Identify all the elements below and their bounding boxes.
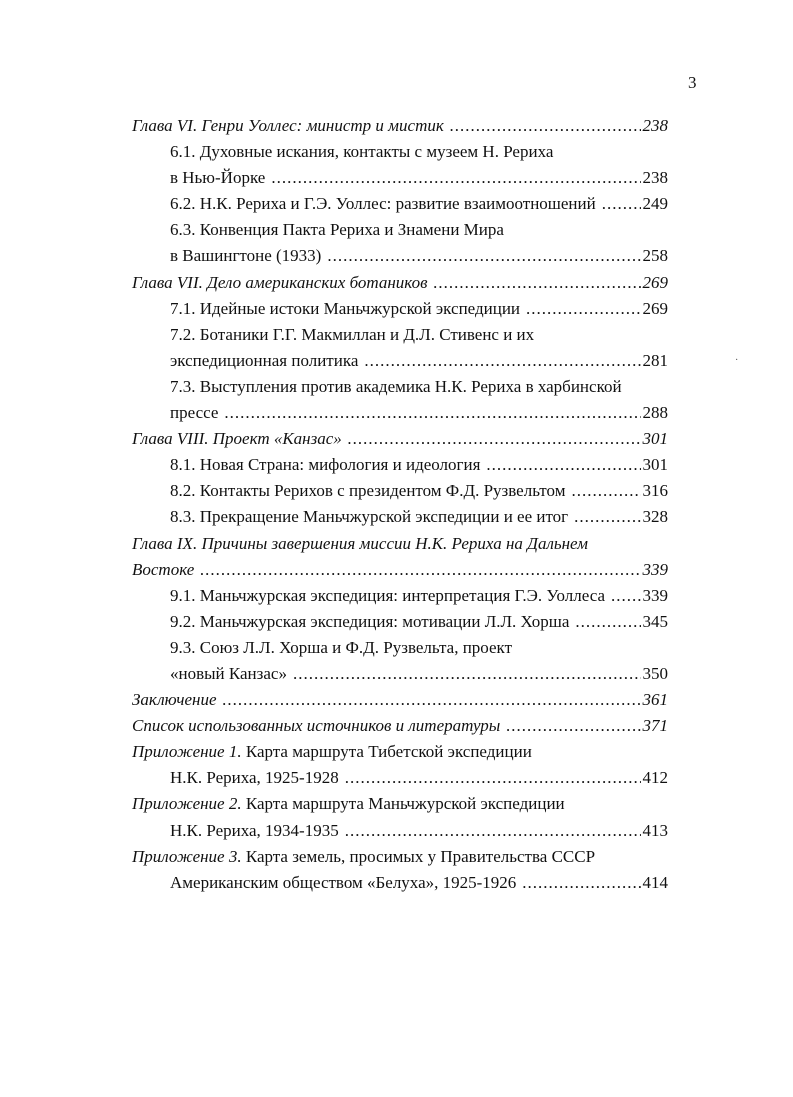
toc-title: 6.3. Конвенция Пакта Рериха и Знамени Мира <box>170 220 504 240</box>
toc-entry-6-2[interactable] <box>132 191 668 217</box>
toc-entry-6-1[interactable] <box>132 139 668 165</box>
dot-leader <box>574 504 640 530</box>
appendix-label: Приложение 2. <box>132 794 242 814</box>
toc-entry-appendix-2-cont[interactable] <box>132 818 668 844</box>
dot-leader <box>575 609 640 635</box>
toc-title: 7.3. Выступления против академика Н.К. Рериха в харбинской <box>170 376 622 396</box>
toc-title-cont: в Нью-Йорке <box>170 168 266 188</box>
toc-page: 412 <box>642 768 668 788</box>
dot-leader <box>364 348 640 374</box>
toc-entry-chapter-9[interactable] <box>132 531 668 557</box>
toc-title: Карта маршрута Тибетской экспедиции <box>241 742 532 762</box>
toc-title: Карта маршрута Маньчжурской экспедиции <box>241 794 565 814</box>
toc-page: 269 <box>642 298 668 318</box>
toc-title-cont: Н.К. Рериха, 1934-1935 <box>170 820 339 840</box>
toc-title: 6.2. Н.К. Рериха и Г.Э. Уоллес: развитие взаимоотношений <box>170 194 596 214</box>
toc-title-cont: «новый Канзас» <box>170 663 287 683</box>
toc-page: 238 <box>642 168 668 188</box>
dot-leader <box>327 243 640 269</box>
toc-page: 361 <box>642 690 668 710</box>
toc-page: 316 <box>642 481 668 501</box>
toc-title: Карта земель, просимых у Правительства СССР <box>241 846 596 866</box>
toc-title: 8.1. Новая Страна: мифология и идеология <box>170 455 481 475</box>
toc-entry-9-3-cont[interactable] <box>132 661 668 687</box>
toc-page: 413 <box>642 820 668 840</box>
toc-title-cont: Американским обществом «Белуха», 1925-1926 <box>170 872 517 892</box>
toc-title: 8.3. Прекращение Маньчжурской экспедиции и ее итог <box>170 507 569 527</box>
toc-page: 288 <box>642 403 668 423</box>
toc-entry-6-1-cont[interactable] <box>132 165 668 191</box>
toc-entry-chapter-6[interactable] <box>132 113 668 139</box>
toc-entry-9-2[interactable] <box>132 609 668 635</box>
dot-leader <box>611 583 640 609</box>
toc-title: 6.1. Духовные искания, контакты с музеем Н. Рериха <box>170 142 554 162</box>
dot-leader <box>434 270 641 296</box>
toc-title-cont: Н.К. Рериха, 1925-1928 <box>170 768 339 788</box>
toc-page: 350 <box>642 663 668 683</box>
toc-entry-8-1[interactable] <box>132 452 668 478</box>
toc-page: 339 <box>642 559 668 579</box>
toc-entry-chapter-9-cont[interactable] <box>132 557 668 583</box>
page-number: 3 <box>688 73 697 92</box>
toc-title: 9.3. Союз Л.Л. Хорша и Ф.Д. Рузвельта, проект <box>170 637 513 657</box>
toc-title: Глава VIII. Проект «Канзас» <box>132 429 342 449</box>
toc-page: 301 <box>642 455 668 475</box>
toc-entry-7-2[interactable] <box>132 322 668 348</box>
table-of-contents <box>132 113 668 896</box>
toc-page: 328 <box>642 507 668 527</box>
dot-leader <box>486 452 640 478</box>
dot-leader <box>293 661 641 687</box>
toc-page: 371 <box>642 716 668 736</box>
toc-page: 269 <box>642 272 668 292</box>
toc-title: 7.2. Ботаники Г.Г. Макмиллан и Д.Л. Стивенс и их <box>170 324 535 344</box>
toc-page: 414 <box>642 872 668 892</box>
toc-entry-6-3-cont[interactable] <box>132 243 668 269</box>
appendix-label: Приложение 3. <box>132 846 242 866</box>
toc-entry-7-3-cont[interactable] <box>132 400 668 426</box>
toc-title: 9.1. Маньчжурская экспедиция: интерпретация Г.Э. Уоллеса <box>170 585 606 605</box>
toc-title: 9.2. Маньчжурская экспедиция: мотивации Л.Л. Хорша <box>170 611 570 631</box>
toc-entry-8-2[interactable] <box>132 478 668 504</box>
toc-entry-bibliography[interactable] <box>132 713 668 739</box>
toc-title: Глава IX. Причины завершения миссии Н.К. Рериха на Дальнем <box>132 533 588 553</box>
toc-entry-appendix-1[interactable] <box>132 739 668 765</box>
toc-page: 249 <box>642 194 668 214</box>
toc-entry-6-3[interactable] <box>132 217 668 243</box>
toc-title: 8.2. Контакты Рерихов с президентом Ф.Д. Рузвельтом <box>170 481 566 501</box>
dot-leader <box>271 165 640 191</box>
toc-page: 238 <box>642 116 668 135</box>
toc-title-cont: в Вашингтоне (1933) <box>170 246 322 266</box>
toc-page: 339 <box>642 585 668 605</box>
scan-speck: · <box>735 355 739 366</box>
dot-leader <box>522 870 640 896</box>
toc-page: 345 <box>642 611 668 631</box>
toc-title-cont: экспедиционная политика <box>170 350 359 370</box>
toc-entry-conclusion[interactable] <box>132 687 668 713</box>
toc-entry-7-3[interactable] <box>132 374 668 400</box>
dot-leader <box>224 400 640 426</box>
toc-page: 301 <box>642 429 668 449</box>
toc-title: Список использованных источников и литературы <box>132 716 501 736</box>
toc-entry-7-1[interactable] <box>132 296 668 322</box>
toc-entry-appendix-2[interactable] <box>132 791 668 817</box>
dot-leader <box>602 191 641 217</box>
toc-entry-appendix-3-cont[interactable] <box>132 870 668 896</box>
dot-leader <box>200 557 640 583</box>
dot-leader <box>506 713 640 739</box>
toc-title: Глава VI. Генри Уоллес: министр и мистик <box>132 116 444 135</box>
toc-title: Глава VII. Дело американских ботаников <box>132 272 428 292</box>
appendix-label: Приложение 1. <box>132 742 242 762</box>
toc-page: 258 <box>642 246 668 266</box>
toc-entry-7-2-cont[interactable] <box>132 348 668 374</box>
dot-leader <box>526 296 640 322</box>
dot-leader <box>571 478 640 504</box>
toc-entry-9-3[interactable] <box>132 635 668 661</box>
toc-title-cont: Востоке <box>132 559 195 579</box>
toc-entry-chapter-8[interactable] <box>132 426 668 452</box>
dot-leader <box>345 765 641 791</box>
toc-entry-appendix-3[interactable] <box>132 844 668 870</box>
toc-entry-appendix-1-cont[interactable] <box>132 765 668 791</box>
toc-page: 281 <box>642 350 668 370</box>
dot-leader <box>223 687 641 713</box>
toc-entry-chapter-7[interactable] <box>132 270 668 296</box>
dot-leader <box>345 818 641 844</box>
dot-leader <box>450 113 641 139</box>
dot-leader <box>348 426 641 452</box>
toc-title: Заключение <box>132 690 217 710</box>
toc-title: 7.1. Идейные истоки Маньчжурской экспедиции <box>170 298 521 318</box>
toc-entry-8-3[interactable] <box>132 504 668 530</box>
toc-title-cont: прессе <box>170 403 219 423</box>
toc-entry-9-1[interactable] <box>132 583 668 609</box>
